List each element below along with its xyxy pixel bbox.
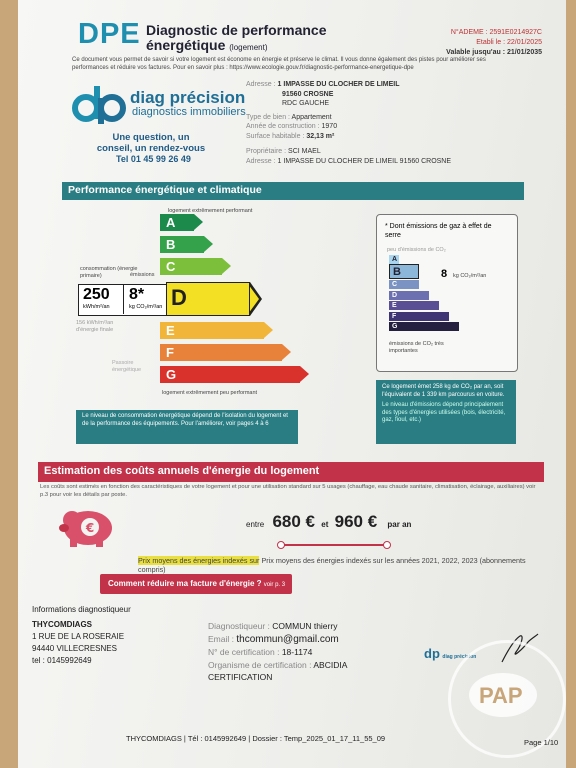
valable-date: Valable jusqu'au : 21/01/2035 <box>446 49 542 56</box>
intro-text: Ce document vous permet de savoir si votre logement est économe en énergie et préserve le climat. Il vous donne également des pistes pour améliorer ses performances et réduire vos factures. Pour en savoir plus : https://www.ecologie.gouv.fr/diagnostic-performance-energetique-dpe <box>72 57 486 71</box>
price-note: Prix moyens des énergies indexés sur Prix moyens des énergies indexés sur les années 2021, 2022, 2023 (abonnements compris) <box>138 556 526 574</box>
top-perf-label: logement extrêmement performant <box>168 208 253 214</box>
company-subtitle: diagnostics immobiliers <box>132 106 246 118</box>
perf-note: Le niveau de consommation énergétique dépend de l'isolation du logement et de la performance des équipements. Pour l'améliorer, voir pages 4 à 6 <box>76 410 298 444</box>
ges-unit: kg CO₂/m²/an <box>453 273 487 279</box>
diag-company: THYCOMDIAGS <box>32 620 92 629</box>
reduce-bill-button[interactable]: Comment réduire ma facture d'énergie ? voir p. 3 <box>100 574 292 594</box>
emis-value: 8* <box>129 286 145 303</box>
ademe-number: N°ADEME : 2591E0214927C <box>450 29 542 36</box>
ges-box <box>376 214 518 372</box>
ges-class-g: G <box>389 322 459 331</box>
page-number: Page 1/10 <box>524 738 559 747</box>
final-energy-note: 156 kWh/m²/an d'énergie finale <box>76 320 114 333</box>
cost-range: entre 680 € et 960 € par an <box>246 512 412 531</box>
svg-text:€: € <box>85 521 95 535</box>
cost-high-dot <box>383 541 391 549</box>
energy-class-f: F <box>160 344 282 361</box>
conso-label: consommation (énergie primaire) <box>80 266 138 279</box>
dp-logo-icon <box>72 84 126 124</box>
footer-text: THYCOMDIAGS | Tél : 0145992649 | Dossier : Temp_2025_01_17_11_55_09 <box>126 734 386 743</box>
company-tel: Tel 01 45 99 26 49 <box>116 154 191 164</box>
ges-class-e: E <box>389 301 439 310</box>
property-info: Adresse : 1 IMPASSE DU CLOCHER DE LIMEIL 91560 CROSNE RDC GAUCHE Type de bien : Appartement Année de construction : 1970 Surface habitable : 32,13 m² Propriétaire : SCI MAEL Adresse : 1 IMPASSE DU CLOCHER DE LIMEIL 91560 CROSNE <box>246 81 452 165</box>
emis-unit: kg CO₂/m²/an <box>129 304 163 310</box>
diag-addr2: 94440 VILLECRESNES <box>32 644 117 653</box>
cost-range-slider <box>280 544 388 546</box>
ges-class-f: F <box>389 312 449 321</box>
costs-section-header: Estimation des coûts annuels d'énergie du logement <box>38 462 544 482</box>
ges-class-d: D <box>389 291 429 300</box>
ges-high-label: émissions de CO₂ très importantes <box>389 341 444 354</box>
passoire-label: Passoire énergétique <box>112 360 142 373</box>
energy-class-a: A <box>160 214 194 231</box>
ges-class-c: C <box>389 280 419 289</box>
conso-value: 250 <box>83 286 110 303</box>
energy-class-c: C <box>160 258 222 275</box>
ges-class-b: B <box>389 264 419 279</box>
company-slogan: Une question, un conseil, un rendez-vous <box>96 132 206 154</box>
ademe-block <box>392 28 542 58</box>
energy-class-b: B <box>160 236 204 253</box>
current-values-box <box>78 284 180 316</box>
diag-tel: tel : 0145992649 <box>32 656 92 665</box>
energy-class-e: E <box>160 322 264 339</box>
energy-class-g: G <box>160 366 300 383</box>
costs-intro: Les coûts sont estimés en fonction des caractéristiques de votre logement et pour une utilisation standard sur 5 usages (chauffage, eau chaude sanitaire, climatisation, éclairage, auxiliaires) voir p.3 pour voir les détails par poste. <box>40 484 536 498</box>
dpe-logo: DPE <box>78 18 141 50</box>
bottom-perf-label: logement extrêmement peu performant <box>162 390 258 396</box>
diagnostician-left <box>32 604 131 667</box>
pap-text: PAP <box>479 683 523 708</box>
company-brand: diag précision <box>130 88 246 107</box>
ges-title: * Dont émissions de gaz à effet de serre <box>385 223 492 239</box>
piggy-bank-icon <box>58 506 116 548</box>
perf-section-header: Performance énergétique et climatique <box>62 182 524 200</box>
cost-low-dot <box>277 541 285 549</box>
ges-note: Ce logement émet 258 kg de CO₂ par an, soit l'équivalent de 1 339 km parcourus en voiture. Le niveau d'émissions dépend principalement des types d'énergies utilisées (bois, électricité, gaz, fioul, etc.) <box>376 380 516 444</box>
emissions-label: émissions <box>130 272 155 278</box>
ges-low-label: peu d'émissions de CO₂ <box>387 247 446 253</box>
doc-title-line1: Diagnostic de performance <box>146 22 327 38</box>
etabli-date: Etabli le : 22/01/2025 <box>476 39 542 46</box>
doc-title-line2: énergétique (logement) <box>146 37 268 53</box>
current-class-d: D <box>166 282 250 316</box>
conso-unit: kWh/m²/an <box>83 304 110 310</box>
mini-dp-logo: dp diag précision <box>424 646 477 661</box>
ges-class-a: A <box>389 255 399 264</box>
value-divider <box>123 284 124 314</box>
ges-value: 8 <box>441 268 448 280</box>
diagnostician-right: Diagnostiqueur : COMMUN thierry Email : thcommun@gmail.com N° de certification : 18-1174 Organisme de certification : ABCIDIA CERTIFICATION <box>208 621 348 682</box>
diag-addr1: 1 RUE DE LA ROSERAIE <box>32 632 125 641</box>
diag-title: Informations diagnostiqueur <box>32 605 131 614</box>
